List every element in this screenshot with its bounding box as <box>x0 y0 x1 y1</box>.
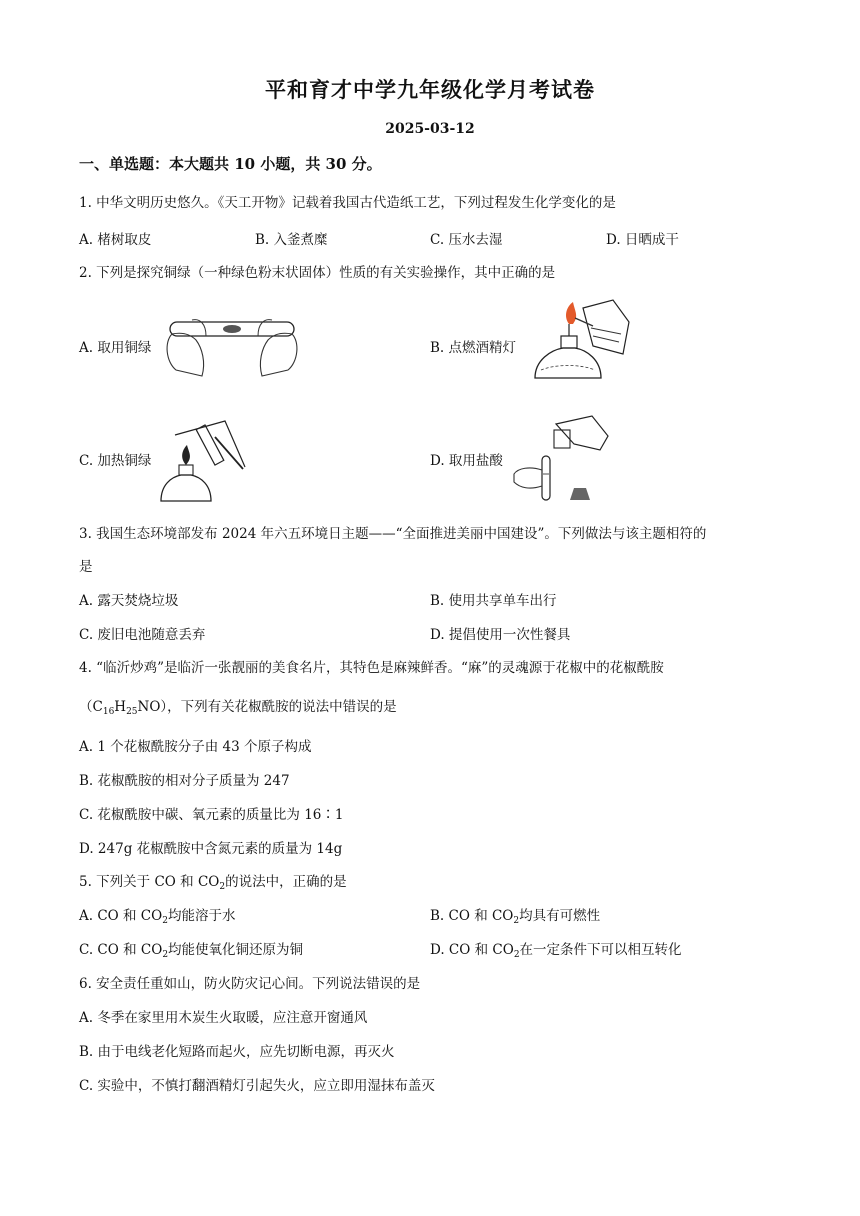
exam-title: 平和育才中学九年级化学月考试卷 <box>265 77 595 102</box>
q5-option-d <box>430 940 682 965</box>
q1-option-d: D. 日晒成干 <box>606 232 679 248</box>
q5-a-sub: 2 <box>162 916 168 926</box>
q3-option-d: D. 提倡使用一次性餐具 <box>430 627 571 643</box>
q4-stem-line2 <box>79 697 397 722</box>
q4-option-c: C. 花椒酰胺中碳、氧元素的质量比为 16∶1 <box>79 807 344 823</box>
q3-option-a: A. 露天焚烧垃圾 <box>79 593 179 609</box>
q5-b-post: 均具有可燃性 <box>519 908 601 924</box>
q5-b-pre: B. CO 和 CO <box>430 908 514 924</box>
formula-hydrogen: H <box>114 699 127 715</box>
q5-d-sub: 2 <box>513 950 520 960</box>
q5-a-post: 均能溶于水 <box>167 908 236 924</box>
q6-option-b: B. 由于电线老化短路而起火，应先切断电源，再灭火 <box>79 1044 395 1060</box>
exam-date: 2025-03-12 <box>385 121 475 137</box>
q1-option-b: B. 入釜煮糜 <box>255 232 328 248</box>
q5-c-sub: 2 <box>162 950 169 960</box>
q2-option-c: C. 加热铜绿 <box>79 453 152 469</box>
q1-option-a: A. 楮树取皮 <box>79 232 152 248</box>
q5-option-b <box>430 906 600 931</box>
q5-b-sub: 2 <box>513 916 520 926</box>
q5-c-pre: C. CO 和 CO <box>79 942 163 958</box>
q4-option-b: B. 花椒酰胺的相对分子质量为 247 <box>79 773 290 789</box>
q5-stem <box>79 872 347 897</box>
test-tube-hands-illustration <box>162 312 302 380</box>
q5-option-c <box>79 940 303 965</box>
q5-stem-post: 的说法中，正确的是 <box>225 874 347 890</box>
q5-stem-pre: 5. 下列关于 CO 和 CO <box>79 874 220 890</box>
q5-option-a <box>79 906 235 931</box>
q2-stem: 2. 下列是探究铜绿（一种绿色粉末状固体）性质的有关实验操作，其中正确的是 <box>79 265 556 281</box>
formula-carbon: C <box>92 699 103 715</box>
formula-hydrogen-count: 25 <box>126 707 138 717</box>
q3-option-c: C. 废旧电池随意丢弃 <box>79 627 206 643</box>
q3-option-b: B. 使用共享单车出行 <box>430 593 557 609</box>
q4-stem-tail: ），下列有关花椒酰胺的说法中错误的是 <box>160 699 397 715</box>
section-heading: 一、单选题：本大题共 10 小题，共 30 分。 <box>79 155 382 173</box>
q6-stem: 6. 安全责任重如山，防火防灾记心间。下列说法错误的是 <box>79 976 421 992</box>
q4-stem-line1: 4. “临沂炒鸡”是临沂一张靓丽的美食名片，其特色是麻辣鲜香。“麻”的灵魂源于花椒中的花椒酰胺 <box>79 660 664 676</box>
q4-formula-open: （ <box>79 699 93 715</box>
formula-rest: NO <box>137 699 161 715</box>
q5-d-post: 在一定条件下可以相互转化 <box>519 942 682 958</box>
q2-option-a: A. 取用铜绿 <box>79 340 152 356</box>
q6-option-a: A. 冬季在家里用木炭生火取暖，应注意开窗通风 <box>79 1010 368 1026</box>
q5-d-pre: D. CO 和 CO <box>430 942 514 958</box>
heating-test-tube-illustration <box>155 415 250 505</box>
q3-stem-line2: 是 <box>79 559 93 575</box>
q1-option-c: C. 压水去湿 <box>430 232 503 248</box>
pouring-acid-illustration <box>512 414 614 506</box>
q5-c-post: 均能使氧化铜还原为铜 <box>168 942 304 958</box>
q5-stem-sub: 2 <box>219 882 226 892</box>
alcohol-lamp-lighting-illustration <box>525 298 635 398</box>
formula-carbon-count: 16 <box>102 707 115 717</box>
q2-option-b: B. 点燃酒精灯 <box>430 340 517 356</box>
q4-option-a: A. 1 个花椒酰胺分子由 43 个原子构成 <box>79 739 312 755</box>
q4-formula <box>93 699 161 715</box>
q2-option-d: D. 取用盐酸 <box>430 453 503 469</box>
q6-option-c: C. 实验中，不慎打翻酒精灯引起失火，应立即用湿抹布盖灭 <box>79 1078 435 1094</box>
q5-a-pre: A. CO 和 CO <box>79 908 163 924</box>
q4-option-d: D. 247g 花椒酰胺中含氮元素的质量为 14g <box>79 841 343 857</box>
q3-stem-line1: 3. 我国生态环境部发布 2024 年六五环境日主题——“全面推进美丽中国建设”。下列做法与该主题相符的 <box>79 526 707 542</box>
q1-stem: 1. 中华文明历史悠久。《天工开物》记载着我国古代造纸工艺，下列过程发生化学变化的是 <box>79 195 616 211</box>
